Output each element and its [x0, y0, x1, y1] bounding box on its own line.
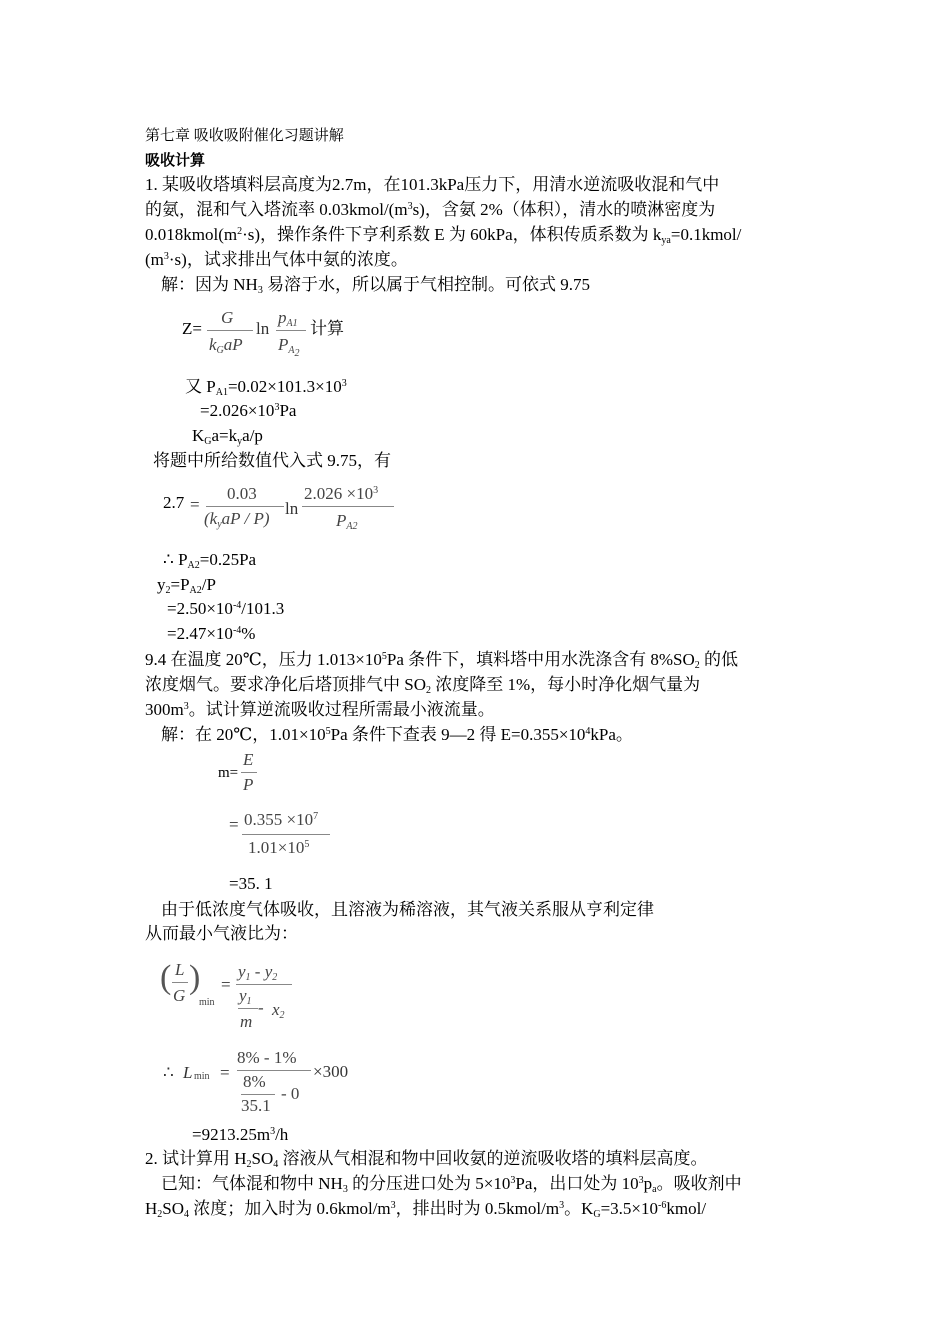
calc1-line3: $K_Ga=k_ya/p$ [192, 426, 263, 447]
eq4-lg-bar [172, 982, 188, 983]
eq2-fraction [204, 484, 284, 534]
eq5-equals: = [220, 1063, 230, 1082]
problem2-line3: $H_2SO_4$ 浓度；加入时为 $0.6kmol/m^3$，排出时为 $0.5kmol/m^3$。$K_G=3.5\times 10^{-6}kmol/$ [145, 1199, 707, 1220]
eq4-right-paren: ) [189, 959, 201, 996]
problem2-line2: 已知：气体混和物中 $NH_3$ 的分压进口处为 $5\times 10^3Pa$，出口处为 $10^3p_a$。吸收剂中 [161, 1174, 742, 1195]
eq2-ln: ln [285, 499, 299, 518]
eq3-bar [241, 772, 257, 773]
eq4-x2: $x_2$ [272, 1000, 285, 1021]
eq5-inner-numerator: 8% [243, 1072, 266, 1091]
eq4-left-paren: ( [160, 959, 172, 996]
solution1-intro: 解：因为 $NH_3$ 易溶于水，所以属于气相控制。可依式 9.75 [161, 275, 591, 296]
eq2-numerator: 0.03 [227, 484, 257, 503]
result1-line4: $=2.47\times 10^{-4}\%$ [167, 624, 256, 643]
eq3-denominator: P [243, 775, 254, 794]
problem1-line2: 的氨，混和气入塔流率 $0.03kmol/(m^3s)$，含氨 2%（体积），清水的喷淋密度为 [145, 200, 716, 219]
eq1-ratio-numerator: $p_{A1}$ [278, 308, 298, 329]
eq4-inner-denominator: m [240, 1012, 253, 1031]
eq5-result: $=9213.25m^3/h$ [192, 1125, 289, 1144]
eq5-fraction [237, 1048, 313, 1118]
eq5-min: min [194, 1071, 210, 1082]
eq1-denominator: $k_GaP$ [209, 335, 243, 356]
result1-line2: $y_2=P_{A2}/P$ [157, 575, 216, 596]
eq3-numerator: E [243, 750, 254, 769]
problem94-line1: 9.4 在温度 20℃，压力 $1.013\times 10^5Pa$ 条件下，填料塔中用水洗涤含有 $8\%SO_2$ 的低 [145, 650, 739, 671]
eq5-numerator: 8% - 1% [237, 1048, 297, 1067]
problem1-line1: 1. 某吸收塔填料层高度为2.7m，在101.3kPa压力下，用清水逆流吸收混和气中 [145, 175, 720, 194]
eq1-after: 计算 [310, 319, 344, 338]
eq5-times: ×300 [313, 1062, 349, 1081]
eq4-numerator: $y_1 - y_2$ [238, 962, 278, 983]
eq5-minus-zero: - 0 [281, 1084, 300, 1103]
eq3-equals: = [229, 815, 239, 834]
problem1-line4: $(m^3\cdot s)$，试求排出气体中氨的浓度。 [145, 250, 408, 269]
eq3-value-fraction [242, 810, 332, 860]
eq2-bar [206, 506, 284, 507]
eq3-lhs: m= [218, 765, 239, 781]
eq2-ratio-numerator: $2.026 \times 10^3$ [304, 484, 379, 503]
eq3-result: =35. 1 [229, 874, 273, 893]
eq4-L: L [175, 960, 185, 979]
eq3-fraction [240, 750, 258, 798]
calc1-line4: 将题中所给数值代入式 9.75，有 [153, 451, 391, 470]
eq4-G: G [173, 986, 186, 1005]
eq1-numerator: G [221, 308, 234, 327]
result1-line3: $=2.50\times 10^{-4}/101.3$ [167, 599, 285, 618]
eq4-inner-numerator: $y_1$ [239, 986, 252, 1007]
eq2-ratio-bar [302, 506, 394, 507]
eq1-ratio [274, 308, 308, 358]
eq2-equals: = [190, 495, 200, 514]
eq4-lg-fraction [170, 960, 190, 1008]
eq3-value-denominator: $1.01\times 10^5$ [248, 838, 310, 857]
calc1-line1: 又 $P_{A1}=0.02\times 101.3\times 10^3$ [185, 377, 347, 398]
eq4-equals: = [221, 975, 231, 994]
eq3-value-bar [242, 834, 330, 835]
problem1-line3: $0.018kmol(m^2\cdot s)$，操作条件下亨利系数 E 为 60kPa，体积传质系数为 $k_{ya}=0.1kmol/$ [145, 225, 742, 246]
eq4-main-fraction [236, 962, 296, 1034]
eq2-lhs: 2.7 [163, 493, 185, 512]
problem94-line3: $300m^3$。试计算逆流吸收过程所需最小液流量。 [145, 700, 495, 719]
result1-line1: ∴ $P_{A2}=0.25Pa$ [163, 550, 257, 571]
henry-law-line: 由于低浓度气体吸收，且溶液为稀溶液，其气液关系服从亨利定律 [161, 900, 654, 919]
eq2-ratio [302, 484, 394, 534]
eq2-ratio-denominator: $P_{A2}$ [336, 511, 358, 532]
eq4-min: min [199, 997, 215, 1008]
eq1-ratio-denominator: $P_{A_2}$ [278, 335, 300, 359]
eq5-therefore: ∴ [163, 1063, 174, 1082]
eq1-fraction [205, 308, 253, 358]
eq4-main-bar [236, 984, 292, 985]
eq1-bar [207, 330, 253, 331]
chapter-title: 第七章 吸收吸附催化习题讲解 [145, 128, 344, 144]
eq1-ratio-bar [276, 330, 306, 331]
eq5-L: L [183, 1063, 193, 1082]
eq3-value-numerator: $0.355 \times 10^7$ [244, 810, 319, 829]
eq5-bar [237, 1070, 311, 1071]
min-ratio-intro: 从而最小气液比为： [145, 924, 298, 943]
eq2-denominator: $(k_yaP / P)$ [204, 509, 270, 530]
problem2-line1: 2. 试计算用 $H_2SO_4$ 溶液从气相混和物中回收氨的逆流吸收塔的填料层高度。 [145, 1149, 708, 1170]
eq4-minus: - [258, 998, 264, 1017]
eq5-inner-denominator: 35.1 [241, 1096, 271, 1115]
eq1-lhs: Z= [182, 319, 202, 338]
eq5-inner-bar [241, 1094, 275, 1095]
problem94-line2: 浓度烟气。要求净化后塔顶排气中 $SO_2$ 浓度降至 1%，每小时净化烟气量为 [145, 675, 701, 696]
eq4-inner-bar [238, 1008, 258, 1009]
section-title: 吸收计算 [145, 153, 206, 169]
calc1-line2: $=2.026\times 10^3Pa$ [200, 401, 297, 420]
eq1-ln: ln [256, 319, 270, 338]
solution94-intro: 解：在 20℃，$1.01\times 10^5Pa$ 条件下查表 9—2 得 $E=0.355\times 10^4kPa$。 [161, 725, 633, 744]
